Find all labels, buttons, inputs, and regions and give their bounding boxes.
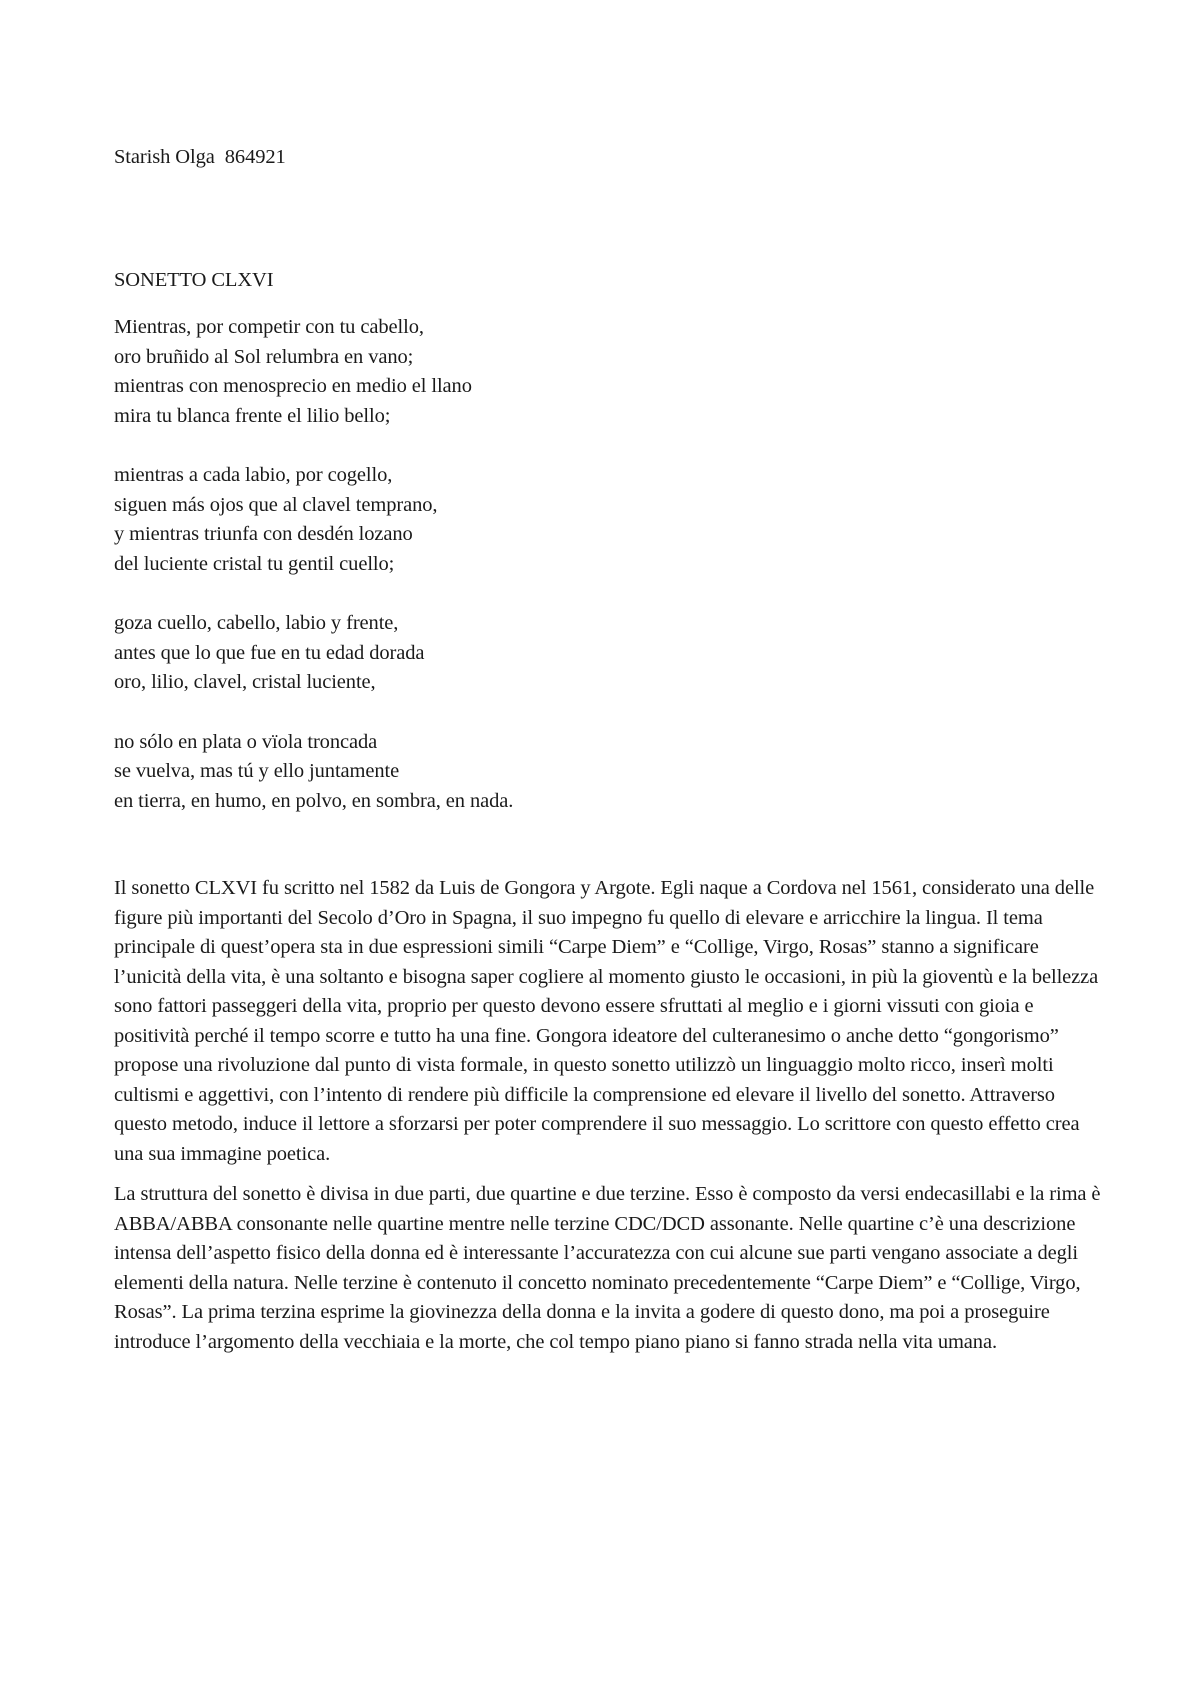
poem-line: en tierra, en humo, en polvo, en sombra, en nada.	[114, 789, 514, 812]
poem-line: y mientras triunfa con desdén lozano	[114, 523, 413, 545]
poem-line: se vuelva, mas tú y ello juntamente	[114, 760, 400, 782]
poem-line: siguen más ojos que al clavel temprano,	[114, 493, 438, 516]
poem-line: oro, lilio, clavel, cristal luciente,	[114, 671, 376, 693]
poem-title: SONETTO CLXVI	[114, 268, 274, 291]
poem-line: antes que lo que fue en tu edad dorada	[114, 641, 425, 664]
essay	[114, 874, 1104, 1357]
document-body	[114, 143, 1104, 1357]
poem-stanza	[114, 609, 1104, 698]
poem-line: no sólo en plata o vïola troncada	[114, 730, 378, 753]
poem-line: mientras con menosprecio en medio el llano	[114, 375, 472, 397]
poem-stanza	[114, 313, 1104, 431]
poem-line: del luciente cristal tu gentil cuello;	[114, 552, 395, 575]
poem-stanza	[114, 728, 1104, 817]
essay-paragraph: Il sonetto CLXVI fu scritto nel 1582 da Luis de Gongora y Argote. Egli naque a Cordova nel 1561, considerato una delle figure più importanti del Secolo d’Oro in Spagna, il suo impegno fu quello di elevare e arricchire la lingua. Il tema principale di quest’opera sta in due espressioni simili “Carpe Diem” e “Collige, Virgo, Rosas” stanno a significare l’unicità della vita, è una soltanto e bisogna saper cogliere al momento giusto le occasioni, in più la gioventù e la bellezza sono fattori passeggeri della vita, proprio per questo devono essere sfruttati al meglio e i giorni vissuti con gioia e positività perché il tempo scorre e tutto ha una fine. Gongora ideatore del culteranesimo o anche detto “gongorismo” propose una rivoluzione dal punto di vista formale, in questo sonetto utilizzò un linguaggio molto ricco, inserì molti cultismi e aggettivi, con l’intento di rendere più difficile la comprensione ed elevare il livello del sonetto. Attraverso questo metodo, induce il lettore a sforzarsi per poter comprendere il suo messaggio. Lo scrittore con questo effetto crea una sua immagine poetica.	[114, 877, 1099, 1165]
poem-line: goza cuello, cabello, labio y frente,	[114, 612, 399, 634]
poem-line: oro bruñido al Sol relumbra en vano;	[114, 345, 414, 368]
poem-line: Mientras, por competir con tu cabello,	[114, 316, 424, 338]
poem-line: mientras a cada labio, por cogello,	[114, 464, 393, 486]
poem-stanza	[114, 461, 1104, 579]
essay-paragraph: La struttura del sonetto è divisa in due parti, due quartine e due terzine. Esso è composto da versi endecasillabi e la rima è ABBA/ABBA consonante nelle quartine mentre nelle terzine CDC/DCD assonante. Nelle quartine c’è una descrizione intensa dell’aspetto fisico della donna ed è interessante l’accuratezza con cui alcune sue parti vengano associate a degli elementi della natura. Nelle terzine è contenuto il concetto nominato precedentemente “Carpe Diem” e “Collige, Virgo, Rosas”. La prima terzina esprime la giovinezza della donna e la invita a godere di questo dono, ma poi a proseguire introduce l’argomento della vecchiaia e la morte, che col tempo piano piano si fanno strada nella vita umana.	[114, 1183, 1101, 1353]
author-line: Starish Olga 864921	[114, 146, 286, 168]
poem-line: mira tu blanca frente el lilio bello;	[114, 404, 391, 427]
poem	[114, 313, 1104, 816]
